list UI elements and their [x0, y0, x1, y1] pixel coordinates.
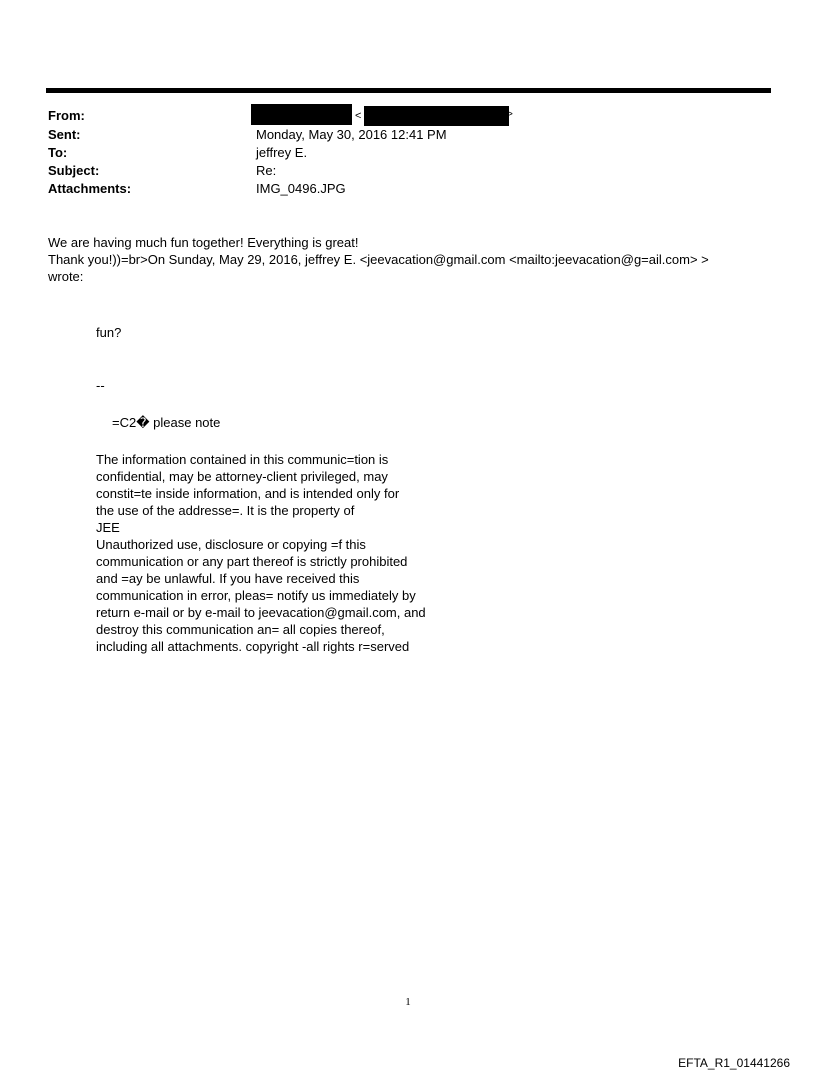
confidentiality-disclaimer	[96, 451, 426, 655]
sent-label: Sent:	[48, 127, 81, 142]
disclaimer-line: constit=te inside information, and is intended only for	[96, 486, 400, 501]
disclaimer-line: return e-mail or by e-mail to jeevacation@gmail.com, and	[96, 605, 426, 620]
subject-value: Re:	[256, 163, 277, 178]
message-body	[48, 234, 768, 285]
redaction-sender-email	[364, 106, 509, 126]
subject-label: Subject:	[48, 163, 100, 178]
signature-separator: --	[96, 378, 105, 393]
disclaimer-line: Unauthorized use, disclosure or copying =f this	[96, 537, 366, 552]
to-value: jeffrey E.	[256, 145, 308, 160]
to-label: To:	[48, 145, 68, 160]
body-line: wrote:	[48, 269, 84, 284]
disclaimer-line: destroy this communication an= all copies thereof,	[96, 622, 385, 637]
from-label: From:	[48, 108, 85, 123]
from-angle-open: <	[355, 110, 362, 122]
document-id: EFTA_R1_01441266	[678, 1056, 790, 1070]
header-rule	[46, 88, 771, 93]
disclaimer-line: communication in error, pleas= notify us immediately by	[96, 588, 416, 603]
attachments-label: Attachments:	[48, 181, 132, 196]
redaction-sender-name	[251, 104, 352, 125]
disclaimer-line: JEE	[96, 520, 120, 535]
disclaimer-line: the use of the addresse=. It is the property of	[96, 503, 355, 518]
sent-value: Monday, May 30, 2016 12:41 PM	[256, 127, 447, 142]
body-line: We are having much fun together! Everything is great!	[48, 235, 359, 250]
please-note-line: =C2� please note	[112, 415, 221, 430]
page-number: 1	[405, 996, 411, 1008]
disclaimer-line: including all attachments. copyright -all rights r=served	[96, 639, 410, 654]
from-angle-close: >	[507, 109, 513, 120]
disclaimer-line: and =ay be unlawful. If you have received this	[96, 571, 360, 586]
attachments-value: IMG_0496.JPG	[256, 181, 346, 196]
quoted-fun: fun?	[96, 325, 122, 340]
disclaimer-line: The information contained in this communic=tion is	[96, 452, 389, 467]
disclaimer-line: communication or any part thereof is strictly prohibited	[96, 554, 408, 569]
disclaimer-line: confidential, may be attorney-client privileged, may	[96, 469, 388, 484]
body-line: Thank you!))=br>On Sunday, May 29, 2016, jeffrey E. <jeevacation@gmail.com <mailto:jeevacation@g=ail.com> >	[48, 252, 709, 267]
